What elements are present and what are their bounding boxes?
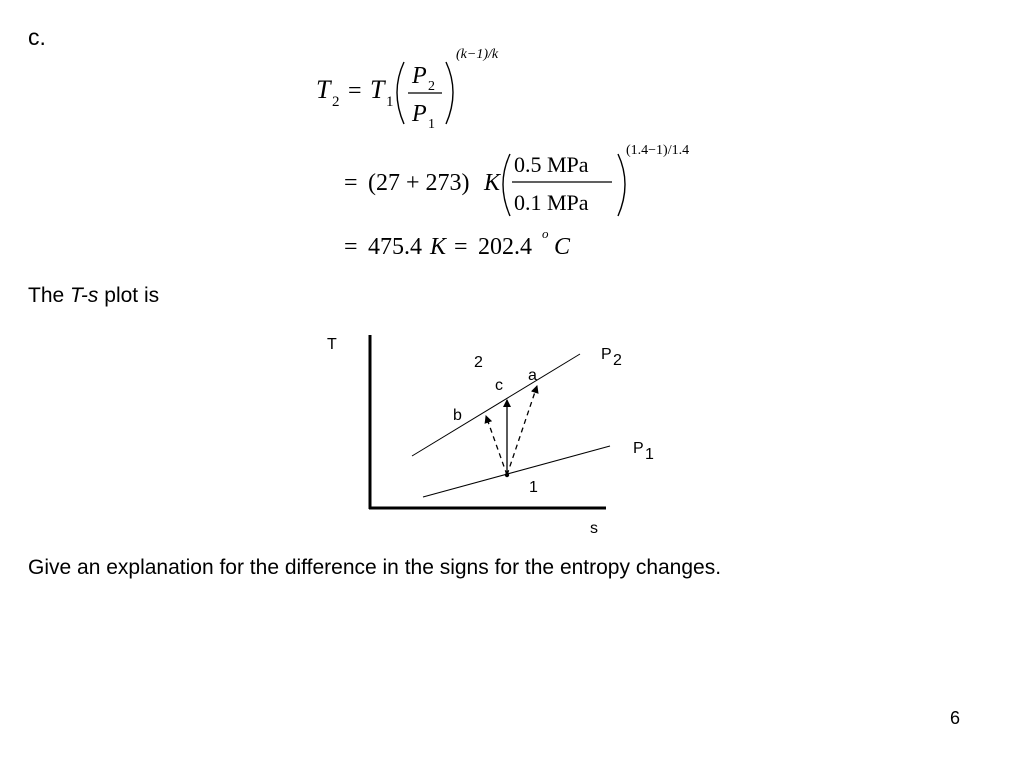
ts-diagram	[300, 325, 680, 545]
eq3-unit-2: C	[554, 234, 571, 260]
equation-line-3	[344, 226, 571, 260]
eq3-value-1: 475.4	[368, 234, 422, 260]
plot-intro-after: plot is	[98, 284, 160, 307]
eq1-numerator: P	[412, 63, 427, 89]
eq1-t1-sub: 1	[386, 94, 394, 110]
state-1-point	[505, 473, 509, 477]
eq2-unit: K	[484, 170, 501, 196]
eq1-denominator: P	[412, 101, 427, 127]
eq1-left-paren	[397, 62, 404, 124]
isobar-p2-label: P	[601, 346, 612, 363]
eq1-denominator-sub: 1	[428, 117, 435, 132]
isobar-p1	[423, 446, 610, 497]
eq1-exponent: (k−1)/k	[456, 47, 499, 62]
eq1-lhs: T	[316, 75, 331, 104]
eq3-value-2: 202.4	[478, 234, 532, 260]
eq2-denominator: 0.1 MPa	[514, 190, 589, 215]
eq3-equals-2: =	[454, 234, 468, 260]
equation-line-2	[344, 143, 689, 216]
path-b-arrow	[486, 416, 507, 475]
plot-intro-before: The	[28, 284, 71, 307]
eq1-right-paren	[446, 62, 453, 124]
question: Give an explanation for the difference in the signs for the entropy changes.	[28, 556, 722, 579]
equations	[300, 30, 740, 270]
part-label: c.	[28, 24, 46, 50]
plot-intro-symbol: T-s	[70, 284, 99, 307]
eq2-equals: =	[344, 170, 358, 196]
s-axis-label: s	[590, 520, 598, 537]
isobar-p1-label: P	[633, 440, 644, 457]
eq2-left-paren	[503, 154, 510, 216]
isobar-p2	[412, 354, 580, 456]
eq2-right-paren	[618, 154, 625, 216]
eq1-lhs-sub: 2	[332, 94, 340, 110]
state-2-label: 2	[474, 354, 483, 371]
plot-intro	[28, 284, 159, 308]
state-1-label: 1	[529, 479, 538, 496]
equation-line-1	[316, 47, 499, 132]
eq3-unit-1: K	[430, 234, 447, 260]
path-a-arrow	[507, 386, 537, 475]
eq2-prefix: (27 + 273)	[368, 170, 470, 196]
eq1-equals: =	[348, 78, 362, 104]
t-axis-label: T	[327, 336, 337, 353]
isobar-p2-sub: 2	[613, 352, 622, 369]
eq2-numerator: 0.5 MPa	[514, 152, 589, 177]
eq3-equals-1: =	[344, 234, 358, 260]
eq1-t1: T	[370, 75, 385, 104]
eq3-degree: o	[542, 226, 549, 241]
eq2-exponent: (1.4−1)/1.4	[626, 143, 690, 158]
isobar-p1-sub: 1	[645, 446, 654, 463]
path-b-label: b	[453, 407, 462, 424]
path-c-label: c	[495, 377, 503, 394]
page-number: 6	[950, 708, 961, 728]
eq1-numerator-sub: 2	[428, 79, 435, 94]
path-a-label: a	[528, 367, 537, 384]
